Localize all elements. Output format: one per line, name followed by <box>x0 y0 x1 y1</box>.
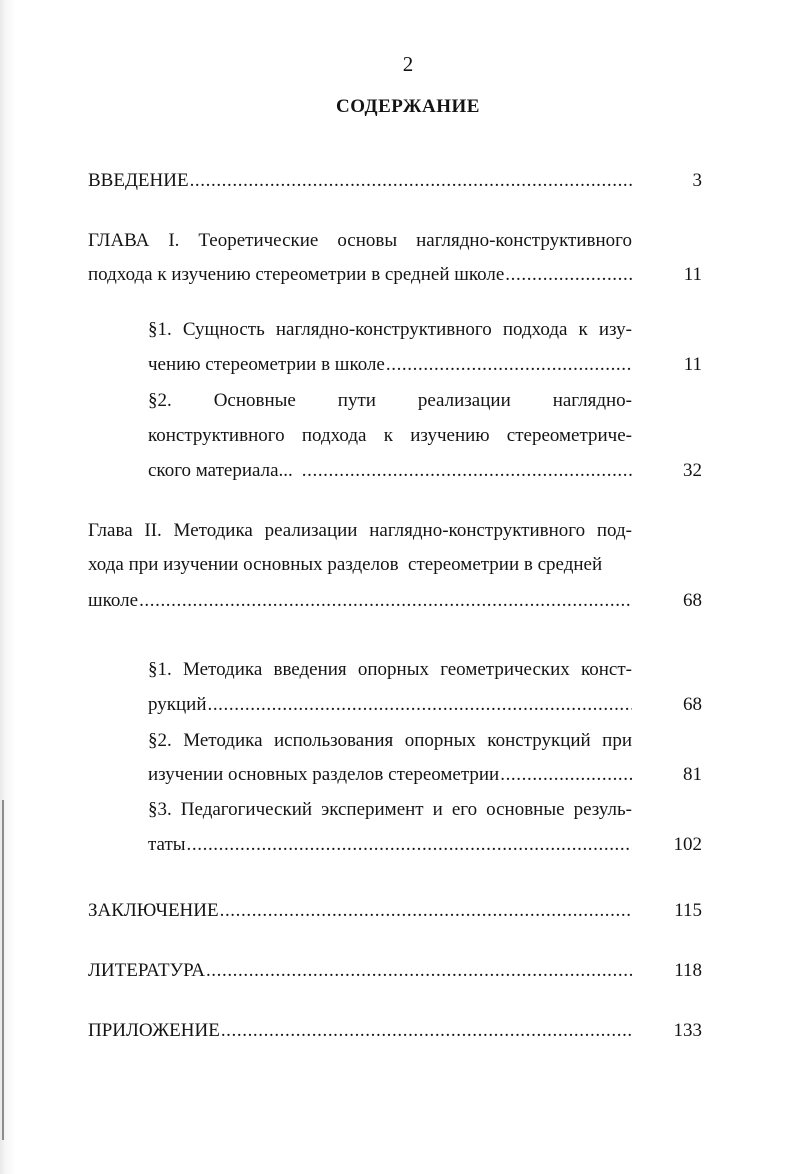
entry-text: подхода к изучению стереометрии в средней школе <box>88 264 505 285</box>
entry-text: ЛИТЕРАТУРА <box>88 960 205 981</box>
entry-text: чению стереометрии в школе <box>148 354 385 375</box>
toc-entry-ch1-section-1-line-2 <box>148 350 632 380</box>
entry-page-number: 81 <box>683 764 702 785</box>
entry-text: таты <box>148 834 186 855</box>
toc-entry-ch1-section-2-line-1: §2. Основные пути реализации наглядно- <box>148 390 632 411</box>
entry-text: рукций <box>148 694 207 715</box>
toc-entry-chapter-2-line-1: Глава II. Методика реализации наглядно-конструктивного под- <box>88 520 632 541</box>
leader-dots <box>207 690 632 720</box>
toc-entry-conclusion <box>88 896 632 926</box>
entry-text: ЗАКЛЮЧЕНИЕ <box>88 900 219 921</box>
leader-dots <box>505 260 632 290</box>
leader-dots <box>139 586 632 616</box>
toc-entry-ch1-section-2-line-3 <box>148 456 632 486</box>
entry-page-number: 68 <box>683 694 702 715</box>
toc-entry-ch2-section-1-line-1: §1. Методика введения опорных геометрических конст- <box>148 659 632 680</box>
toc-entry-ch2-section-1-line-2 <box>148 690 632 720</box>
entry-page-number: 68 <box>683 590 702 611</box>
entry-text: ского материала... <box>148 460 293 481</box>
toc-entry-ch1-section-1-line-1: §1. Сущность наглядно-конструктивного подхода к изу- <box>148 319 632 340</box>
toc-entry-ch2-section-2-line-1: §2. Методика использования опорных конструкций при <box>148 730 632 751</box>
page-number: 2 <box>402 52 414 76</box>
leader-dots <box>500 760 632 790</box>
toc-entry-ch1-section-2-line-2: конструктивного подхода к изучению стереометриче- <box>148 425 632 446</box>
toc-entry-chapter-1-line-2 <box>88 260 632 290</box>
toc-entry-introduction <box>88 166 632 196</box>
leader-dots <box>190 166 632 196</box>
scan-edge-shadow <box>0 0 16 1174</box>
toc-entry-chapter-1-line-1: ГЛАВА I. Теоретические основы наглядно-конструктивного <box>88 230 632 251</box>
entry-page-number: 32 <box>683 460 702 481</box>
toc-entry-chapter-2-line-2: хода при изучении основных разделов стереометрии в средней <box>88 554 603 575</box>
entry-text: ВВЕДЕНИЕ <box>88 170 189 191</box>
entry-page-number: 11 <box>683 354 702 375</box>
toc-entry-ch2-section-2-line-2 <box>148 760 632 790</box>
toc-entry-chapter-2-line-3 <box>88 586 632 616</box>
toc-entry-ch2-section-3-line-1: §3. Педагогический эксперимент и его основные резуль- <box>148 799 632 820</box>
leader-dots <box>206 956 632 986</box>
entry-page-number: 118 <box>674 960 702 981</box>
entry-text: изучении основных разделов стереометрии <box>148 764 500 785</box>
entry-text: школе <box>88 590 139 611</box>
leader-dots <box>221 1016 632 1046</box>
entry-page-number: 11 <box>683 264 702 285</box>
entry-page-number: 3 <box>692 170 702 191</box>
leader-dots <box>187 830 632 860</box>
toc-title: СОДЕРЖАНИЕ <box>336 96 480 117</box>
entry-page-number: 133 <box>673 1020 702 1041</box>
toc-entry-literature <box>88 956 632 986</box>
entry-text: ПРИЛОЖЕНИЕ <box>88 1020 220 1041</box>
leader-dots <box>386 350 632 380</box>
leader-dots <box>220 896 632 926</box>
toc-entry-appendix <box>88 1016 632 1046</box>
toc-entry-ch2-section-3-line-2 <box>148 830 632 860</box>
entry-page-number: 115 <box>674 900 702 921</box>
leader-dots <box>302 456 632 486</box>
entry-page-number: 102 <box>673 834 702 855</box>
